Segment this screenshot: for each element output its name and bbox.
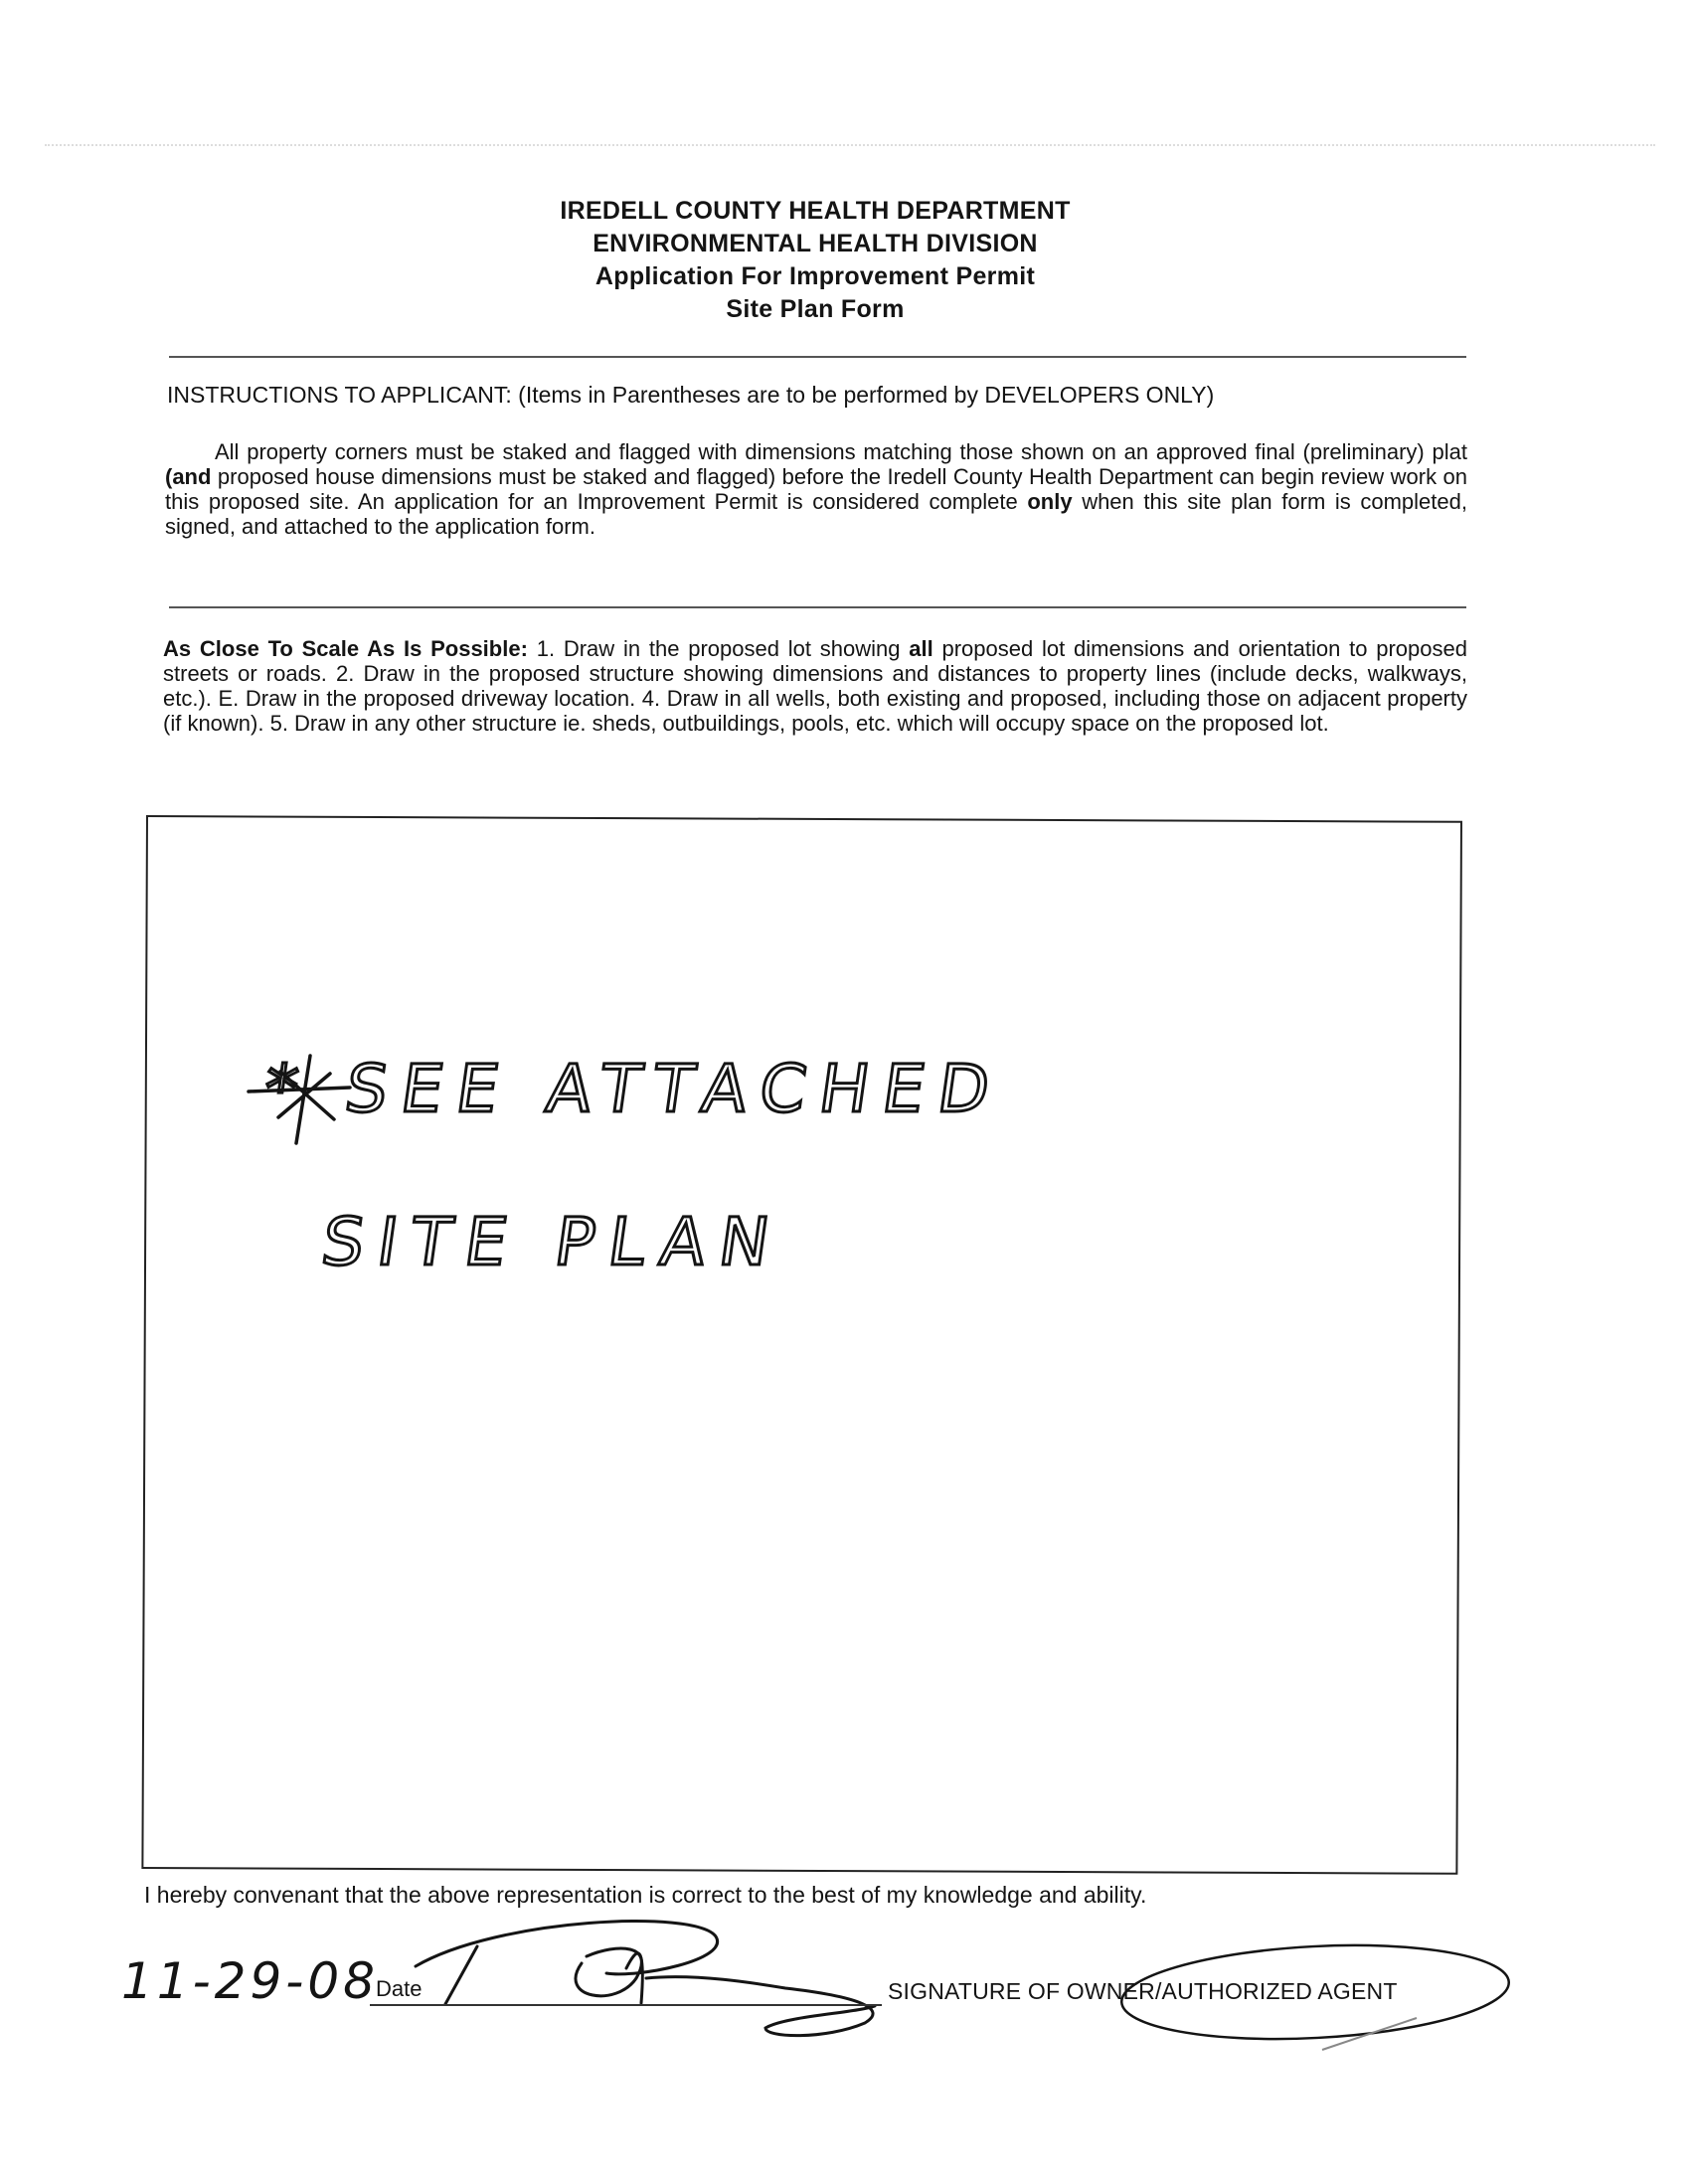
- signature-label: SIGNATURE OF OWNER/AUTHORIZED AGENT: [888, 1978, 1398, 2004]
- pen-streak: [1322, 2018, 1417, 2050]
- instructions-bold-only: only: [1027, 489, 1073, 514]
- handwritten-see-attached: * SEE ATTACHED: [258, 1050, 1009, 1127]
- date-label: Date: [376, 1976, 423, 2001]
- form-header: [427, 195, 1203, 326]
- instructions-text-2: proposed house dimensions must be staked and flagged) before the Iredell County Health Department can begin review work on this proposed site. An application for an Improvement Permit is considered complete: [165, 464, 1467, 514]
- site-plan-drawing-area[interactable]: [141, 815, 1462, 1875]
- scale-instructions: [163, 636, 1467, 736]
- signature-scribble: [416, 1922, 875, 2036]
- scale-bold-all: all: [909, 636, 933, 661]
- header-department: IREDELL COUNTY HEALTH DEPARTMENT: [560, 197, 1071, 225]
- handwritten-date: 11-29-08: [121, 1952, 379, 2010]
- instructions-text-3: when this site plan form is completed, signed, and attached to the application form.: [165, 489, 1467, 539]
- instructions-bold-and: (and: [165, 464, 212, 489]
- covenant-statement: I hereby convenant that the above representation is correct to the best of my knowledge and ability.: [144, 1882, 1147, 1908]
- instructions-title: INSTRUCTIONS TO APPLICANT: (Items in Parentheses are to be performed by DEVELOPERS ONLY): [167, 382, 1215, 408]
- scale-text-1: 1. Draw in the proposed lot showing: [536, 636, 901, 661]
- instructions-body: [165, 439, 1467, 539]
- divider-middle: [169, 606, 1466, 608]
- scan-artifact-line: [45, 144, 1655, 148]
- instructions-text-1: All property corners must be staked and flagged with dimensions matching those shown on an approved final (preliminary) plat: [215, 439, 1467, 464]
- header-form-name: Site Plan Form: [726, 295, 905, 323]
- scale-lead: As Close To Scale As Is Possible:: [163, 636, 528, 661]
- header-division: ENVIRONMENTAL HEALTH DIVISION: [593, 230, 1038, 257]
- divider-top: [169, 356, 1466, 358]
- scale-text-2: proposed lot dimensions and orientation to proposed streets or roads. 2. Draw in the proposed structure showing dimensions and distances to property lines (include decks, walkways, etc.). E. Draw in the proposed driveway location. 4. Draw in all wells, both existing and proposed, including those on adjacent property (if known). 5. Draw in any other structure ie. sheds, outbuildings, pools, etc. which will occupy space on the proposed lot.: [163, 636, 1467, 736]
- header-application: Application For Improvement Permit: [594, 262, 1036, 290]
- date-signature-line: [370, 2004, 882, 2006]
- handwritten-site-plan: SITE PLAN: [316, 1203, 788, 1280]
